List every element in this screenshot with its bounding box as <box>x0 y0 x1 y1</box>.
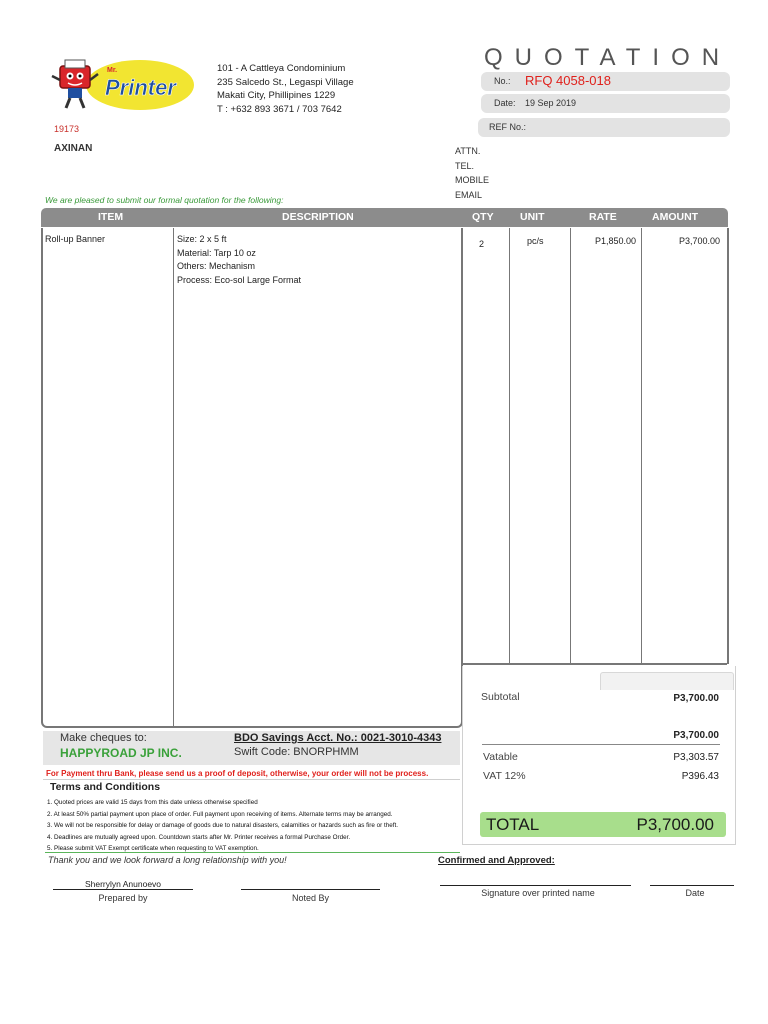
customer-name: AXINAN <box>54 143 93 154</box>
logo-small-text: Mr. <box>107 67 118 74</box>
col-header-qty: QTY <box>472 211 494 223</box>
thank-you-text: Thank you and we look forward a long relationship with you! <box>48 855 287 865</box>
prepared-by-name: Sherrylyn Anunoevo <box>84 879 162 889</box>
address-line: Makati City, Phillipines 1229 <box>217 90 336 101</box>
vatable-value: P3,303.57 <box>673 752 719 763</box>
description-line: Material: Tarp 10 oz <box>177 247 256 258</box>
terms-item: 3. We will not be responsible for delay or damage of goods due to natural disasters, calamities or hazards such as fire or theft. <box>47 822 398 829</box>
description-line: Process: Eco-sol Large Format <box>177 274 302 285</box>
payee-company: HAPPYROAD JP INC. <box>60 746 182 760</box>
grand-total-bar <box>480 812 726 837</box>
column-divider <box>570 228 571 664</box>
date-value: 19 Sep 2019 <box>525 98 577 108</box>
col-header-item: ITEM <box>98 211 124 223</box>
totals-separator <box>482 744 720 745</box>
col-header-description: DESCRIPTION <box>282 211 354 223</box>
terms-item: 2. At least 50% partial payment upon place of order. Full payment upon receiving of items. Alternate terms may be arranged. <box>47 810 393 818</box>
confirmed-approved-label: Confirmed and Approved: <box>438 855 555 866</box>
noted-by-label: Noted By <box>291 893 330 903</box>
vatable-label: Vatable <box>483 751 518 763</box>
items-table-header <box>41 208 728 227</box>
row-rate: P1,850.00 <box>594 236 636 246</box>
row-item: Roll-up Banner <box>45 234 106 244</box>
items-table-body-right <box>461 228 729 664</box>
contact-labels <box>455 144 489 202</box>
ref-number-field <box>478 118 730 137</box>
divider <box>45 852 460 853</box>
terms-item: 4. Deadlines are mutually agreed upon. Countdown starts after Mr. Printer receives a formal Purchase Order. <box>47 833 351 841</box>
table-bottom-border <box>461 663 727 665</box>
divider <box>43 779 460 780</box>
total-value: P3,700.00 <box>636 815 714 834</box>
date-signature-label: Date <box>685 888 705 898</box>
bank-account: BDO Savings Acct. No.: 0021-3010-4343 <box>234 732 442 744</box>
items-table-body-left <box>41 228 463 728</box>
description-line: Others: Mechanism <box>177 261 256 271</box>
description-line: Size: 2 x 5 ft <box>177 234 227 244</box>
payment-note: For Payment thru Bank, please send us a proof of deposit, otherwise, your order will not be process. <box>46 769 429 778</box>
date-label: Date: <box>494 98 516 108</box>
column-divider <box>641 228 642 664</box>
signature-line <box>53 889 193 890</box>
company-logo <box>50 52 195 112</box>
quote-number-value: RFQ 4058-018 <box>525 73 611 88</box>
net-value: P3,700.00 <box>673 730 719 741</box>
total-label: TOTAL <box>486 815 540 834</box>
col-header-rate: RATE <box>589 211 617 223</box>
row-amount: P3,700.00 <box>678 236 720 246</box>
company-address <box>217 62 354 116</box>
address-phone: T : +632 893 3671 / 703 7642 <box>217 103 342 115</box>
subtotal-label: Subtotal <box>481 691 520 703</box>
terms-item: 1. Quoted prices are valid 15 days from this date unless otherwise specified <box>47 799 258 806</box>
vat-value: P396.43 <box>681 771 719 782</box>
row-description <box>177 233 301 287</box>
attn-label: ATTN. <box>455 146 481 156</box>
totals-tab <box>600 672 734 690</box>
col-header-amount: AMOUNT <box>652 211 699 223</box>
email-label: EMAIL <box>455 189 483 200</box>
prepared-by-label: Prepared by <box>98 893 148 903</box>
intro-text: We are pleased to submit our formal quotation for the following: <box>45 195 284 205</box>
terms-title: Terms and Conditions <box>50 781 161 793</box>
col-header-unit: UNIT <box>520 211 545 223</box>
document-title: QUOTATION <box>484 44 732 71</box>
quote-number-field <box>481 72 730 91</box>
signature-line <box>440 885 631 886</box>
column-divider <box>173 228 174 726</box>
customer-code: 19173 <box>54 124 80 134</box>
signature-line <box>241 889 380 890</box>
terms-item: 5. Please submit VAT Exempt certificate when requesting to VAT exemption. <box>47 845 259 852</box>
subtotal-value: P3,700.00 <box>673 693 719 704</box>
quote-number-label: No.: <box>494 76 511 86</box>
swift-code: Swift Code: BNORPHMM <box>234 746 359 758</box>
vat-label: VAT 12% <box>483 770 526 782</box>
logo-brand-text: Printer <box>105 75 176 100</box>
row-qty: 2 <box>479 239 485 249</box>
signature-line <box>650 885 734 886</box>
address-line: 101 - A Cattleya Condominium <box>217 63 346 74</box>
make-cheques-label: Make cheques to: <box>60 732 147 744</box>
tel-label: TEL. <box>455 160 475 171</box>
mobile-label: MOBILE <box>455 175 490 185</box>
address-line: 235 Salcedo St., Legaspi Village <box>217 76 354 88</box>
date-field <box>481 94 730 113</box>
ref-number-label: REF No.: <box>489 122 527 132</box>
row-unit: pc/s <box>527 236 544 246</box>
signature-over-name-label: Signature over printed name <box>481 888 595 898</box>
terms-list <box>47 797 398 855</box>
column-divider <box>509 228 510 664</box>
